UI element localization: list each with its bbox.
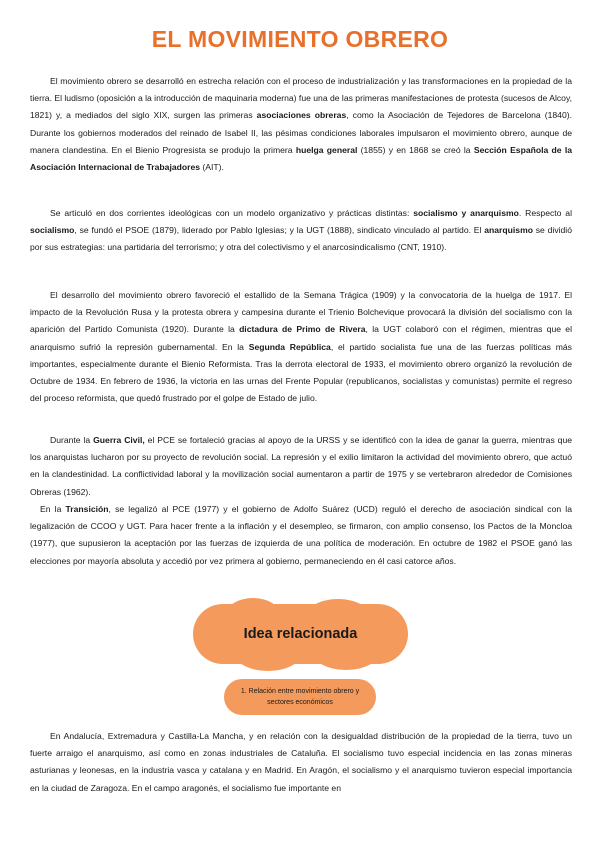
- text-run: . Respecto al: [518, 208, 572, 218]
- text-run: , la UGT colaboró con el régimen, mientras que el anarquismo sufrió la represión gubernamental. En la: [30, 324, 572, 352]
- page-title: EL MOVIMIENTO OBRERO: [151, 26, 449, 52]
- bold-term: huelga general: [295, 144, 358, 155]
- paragraph-civil-war: [30, 432, 572, 501]
- text-run: , se legalizó al PCE (1977) y el gobierno de Adolfo Suárez (UCD) reguló el derecho de asociación sindical con la legalización de CCOO y UGT. Para hacer frente a la inflación y el desempleo, se firmaron, con amplio consenso, los Pactos de la Moncloa (1977), que supusieron la aceptación por las fuerzas de izquierda de una política de moderación. En octubre de 1982 el PSOE ganó las elecciones por mayoría absoluta y accedió por vez primera al gobierno, permaneciendo en él casi catorce años.: [30, 504, 572, 566]
- text-run: Durante la: [50, 435, 94, 445]
- bold-term: Sección Española de la Asociación Internacional de Trabajadores: [30, 144, 573, 173]
- text-run: se dividió por sus estrategias: una partidaria del terrorismo; y otra del colectivismo y el anarcosindicalismo (CNT, 1910).: [30, 225, 573, 253]
- text-run: (AIT).: [200, 162, 224, 173]
- paragraph-regions: En Andalucía, Extremadura y Castilla-La Mancha, y en relación con la desigualdad distribución de la propiedad de la tierra, tuvo un fuerte arraigo el anarquismo, así como en zonas industriales de Cataluña. El socialismo tuvo especial incidencia en las zonas mineras asturianas y leonesas, en la industria vasca y catalana y en Madrid. En Aragón, el socialismo y el anarquismo tuvieron especial importancia en la ciudad de Zaragoza. En el campo aragonés, el socialismo fue importante en: [30, 731, 572, 793]
- text-run: , el partido socialista fue una de las fuerzas políticas más importantes, especialmente durante el Bienio Reformista. Tras la derrota electoral de 1933, el movimiento obrero organizó la revolución de Octubre de 1934. En febrero de 1936, la victoria en las urnas del Frente Popular (republicanos, socialistas y comunistas) permite el regreso del proceso reformista, que quedó frustrado por el golpe de Estado de julio.: [30, 341, 572, 404]
- text-run: El movimiento obrero se desarrolló en estrecha relación con el proceso de industrialización y las transformaciones en la propiedad de la tierra. El ludismo (oposición a la introducción de maquinaria moderna) fue una de las primeras manifestaciones de protesta (sucesos de Alcoy, 1821) y, a mediados del siglo XIX, surgen las primeras: [30, 76, 573, 121]
- text-run: , se fundó el PSOE (1879), liderado por Pablo Iglesias; y la UGT (1888), sindicato vinculado al partido. El: [74, 225, 485, 236]
- bold-term: socialismo y anarquismo: [413, 208, 519, 218]
- bold-term: Guerra Civil,: [93, 435, 145, 445]
- bold-term: socialismo: [30, 225, 75, 236]
- text-run: El desarrollo del movimiento obrero favoreció el estallido de la Semana Trágica (1909) y la convocatoria de la huelga de 1917. El impacto de la Revolución Rusa y la protesta obrera y campesina durante el Trienio Bolchevique provocará la división del socialismo con la aparición del Partido Comunista (1920). Durante la: [30, 290, 572, 335]
- text-run: , como la Asociación de Tejedores de Barcelona (1840). Durante los gobiernos moderados del reinado de Isabel II, las pésimas condiciones laborales impulsaron el movimiento obrero, aunque de manera clandestina. En el Bienio Progresista se produjo la primera: [30, 110, 572, 155]
- related-idea-heading: [193, 604, 408, 664]
- bold-term: anarquismo: [484, 225, 533, 236]
- bold-term: asociaciones obreras: [256, 110, 347, 121]
- text-run: En la: [40, 504, 66, 514]
- bold-term: Segunda República: [248, 341, 331, 352]
- text-run: Se articuló en dos corrientes ideológicas con un modelo organizativo y prácticas distintas:: [50, 208, 414, 218]
- paragraph-development: [30, 287, 572, 407]
- paragraph-transition: [30, 501, 572, 570]
- paragraph-ideologies: [30, 205, 572, 257]
- related-idea-link-label: 1. Relación entre movimiento obrero y sectores económicos: [240, 688, 360, 706]
- related-idea-link[interactable]: [224, 679, 376, 715]
- bold-term: dictadura de Primo de Rivera: [239, 324, 366, 335]
- related-idea-title: Idea relacionada: [243, 626, 358, 642]
- paragraph-origins: [30, 73, 572, 176]
- bold-term: Transición: [65, 504, 109, 514]
- text-run: (1855) y en 1868 se creó la: [357, 144, 474, 155]
- text-run: el PCE se fortaleció gracias al apoyo de la URSS y se identificó con la idea de ganar la guerra, mientras que los anarquistas lucharon por su proyecto de revolución social. La represión y el exilio limitaron la actividad del movimiento obrero, que actuó en la clandestinidad. La conflictividad laboral y la movilización social aumentaron a partir de 1975 y se vertebraron alrededor de Comisiones Obreras (1962).: [30, 435, 573, 497]
